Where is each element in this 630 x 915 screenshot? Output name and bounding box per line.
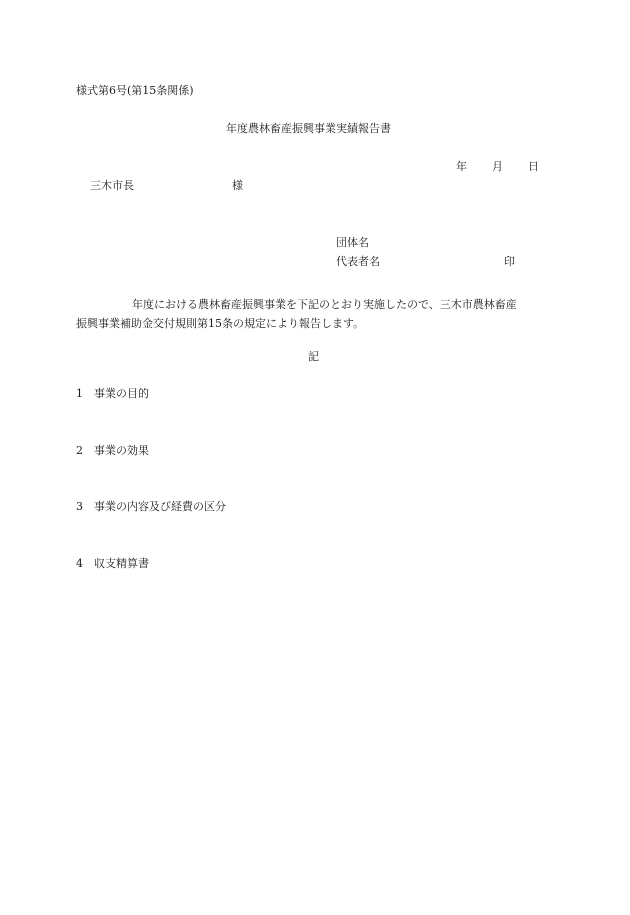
section-number: 4 [76,557,83,570]
addressee-honorific: 様 [232,179,243,192]
report-body-paragraph [76,295,560,333]
organization-name-label: 団体名 [336,236,369,249]
section-number: 3 [76,500,83,513]
addressee-name: 三木市長 [90,179,134,192]
seal-mark-label: 印 [504,255,515,268]
body-line-1: 年度における農林畜産振興事業を下記のとおり実施したので、三木市農林畜産 [132,298,517,311]
body-line-2: 振興事業補助金交付規則第15条の規定により報告します。 [76,317,365,330]
date-year-label: 年 [456,160,467,173]
section-label: 事業の目的 [94,387,149,400]
date-month-label: 月 [492,160,503,173]
section-label: 事業の内容及び経費の区分 [94,500,226,513]
section-number: 1 [76,387,83,400]
section-label: 収支精算書 [94,557,149,570]
section-item [76,558,149,569]
representative-name-label: 代表者名 [336,255,380,268]
document-title: 年度農林畜産振興事業実績報告書 [226,122,391,135]
section-item [76,388,149,399]
form-number: 様式第6号(第15条関係) [76,84,194,97]
ki-heading: 記 [308,350,319,363]
section-item [76,445,149,456]
section-label: 事業の効果 [94,444,149,457]
date-day-label: 日 [528,160,539,173]
section-number: 2 [76,444,83,457]
section-item [76,501,226,512]
